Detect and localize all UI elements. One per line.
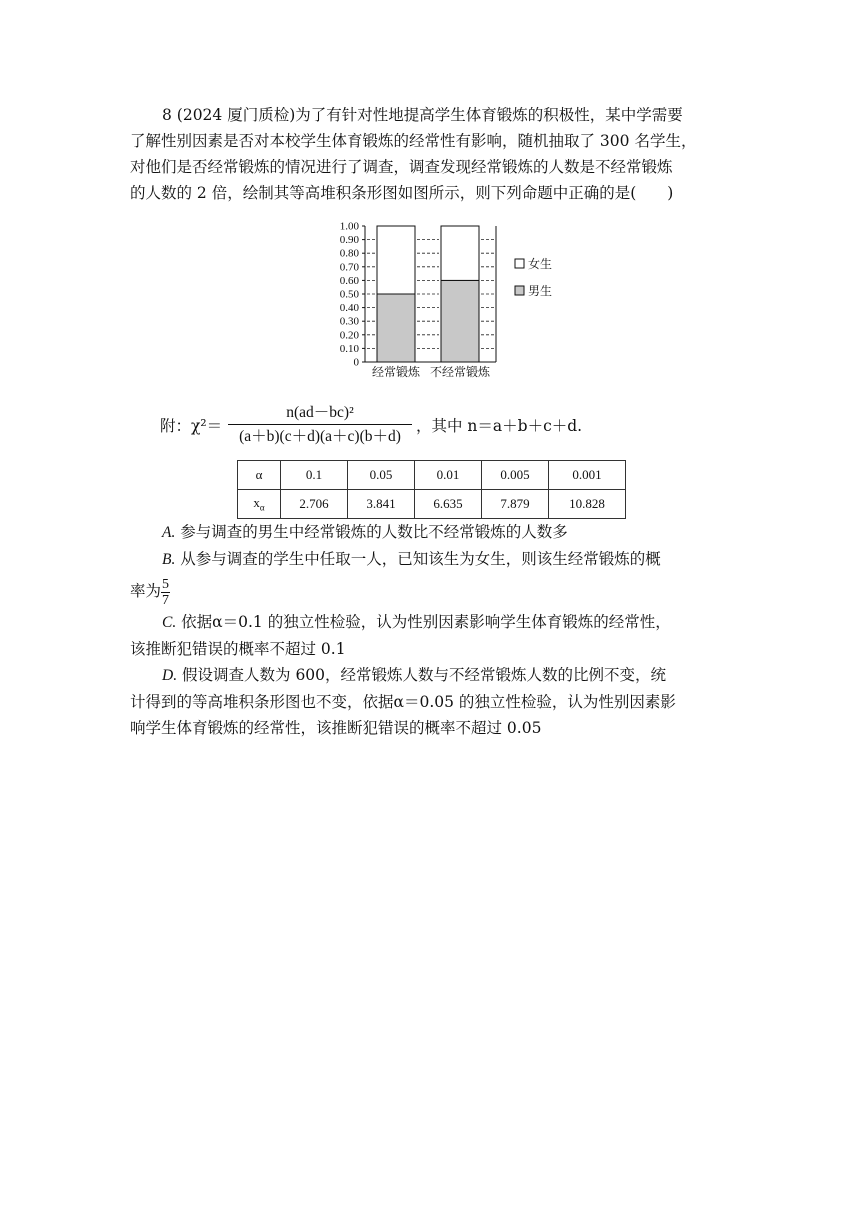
- question-line: 的人数的 2 倍，绘制其等高堆积条形图如图所示，则下列命题中正确的是( ): [130, 184, 674, 202]
- question-line: 了解性别因素是否对本校学生体育锻炼的经常性有影响，随机抽取了 300 名学生，: [130, 132, 697, 150]
- table-cell: 6.635: [415, 490, 482, 519]
- option-a: [130, 519, 732, 546]
- fraction-numerator: 5: [162, 576, 170, 592]
- x-alpha-label: $x_\alpha$: [253, 495, 265, 513]
- category-label: 经常锻炼: [371, 365, 421, 379]
- table-cell: 0.05: [348, 461, 415, 490]
- option-d-continued: 计得到的等高堆积条形图也不变，依据α＝0.05 的独立性检验，认为性别因素影: [130, 693, 676, 711]
- formula-suffix: ，其中 n＝a＋b＋c＋d.: [416, 417, 583, 435]
- table-cell: 0.01: [415, 461, 482, 490]
- table-cell: 0.005: [482, 461, 549, 490]
- stacked-bar-chart: [325, 218, 565, 386]
- legend-label: 男生: [528, 284, 553, 298]
- table-cell: 10.828: [549, 490, 626, 519]
- y-tick-label: 1.00: [339, 220, 359, 233]
- bar-male-2: [441, 280, 479, 362]
- y-tick-label: 0: [353, 356, 359, 369]
- option-letter: C.: [162, 614, 177, 631]
- question-line: 对他们是否经常锻炼的情况进行了调查，调查发现经常锻炼的人数是不经常锻炼: [130, 158, 673, 176]
- category-label: 不经常锻炼: [429, 365, 491, 379]
- legend-swatch: [515, 286, 524, 295]
- formula-prefix: 附：χ²＝: [160, 417, 223, 435]
- option-b: [130, 546, 732, 573]
- option-text: 依据α＝0.1 的独立性检验，认为性别因素影响学生体育锻炼的经常性，: [181, 613, 671, 631]
- table-cell: [238, 490, 281, 519]
- y-tick-label: 0.80: [339, 247, 359, 260]
- legend-label: 女生: [528, 257, 553, 271]
- option-d: [130, 662, 732, 689]
- table-cell: 0.1: [281, 461, 348, 490]
- y-tick-label: 0.70: [339, 261, 359, 274]
- option-text: 从参与调查的学生中任取一人，已知该生为女生，则该生经常锻炼的概: [180, 550, 661, 568]
- option-b-continued: [130, 573, 732, 609]
- legend-swatch: [515, 259, 524, 268]
- critical-value-table: [237, 460, 626, 519]
- options: [130, 519, 732, 741]
- option-c-continued: 该推断犯错误的概率不超过 0.1: [130, 640, 346, 658]
- formula-fraction: [228, 402, 412, 447]
- question-line: 8 (2024 厦门质检)为了有针对性地提高学生体育锻炼的积极性，某中学需要: [162, 106, 683, 124]
- option-text: 参与调查的男生中经常锻炼的人数比不经常锻炼的人数多: [180, 523, 568, 541]
- table-row: [238, 490, 626, 519]
- option-text: 假设调查人数为 600，经常锻炼人数与不经常锻炼人数的比例不变，统: [182, 666, 667, 684]
- bar-female-2: [441, 226, 479, 280]
- y-tick-label: 0.60: [339, 274, 359, 287]
- option-letter: D.: [162, 667, 178, 684]
- y-tick-label: 0.20: [339, 329, 359, 342]
- option-d-continued: 响学生体育锻炼的经常性，该推断犯错误的概率不超过 0.05: [130, 719, 542, 737]
- option-text: 率为: [130, 582, 162, 600]
- table-cell: 7.879: [482, 490, 549, 519]
- table-cell: α: [238, 461, 281, 490]
- formula-denominator: (a＋b)(c＋d)(a＋c)(b＋d): [239, 428, 401, 445]
- fraction-denominator: 7: [162, 592, 170, 608]
- y-tick-label: 0.90: [339, 234, 359, 247]
- table-cell: 3.841: [348, 490, 415, 519]
- table-cell: 2.706: [281, 490, 348, 519]
- table-cell: 0.001: [549, 461, 626, 490]
- y-tick-label: 0.40: [339, 302, 359, 315]
- bar-female-1: [377, 226, 415, 294]
- formula-numerator: n(ad－bc)²: [286, 404, 354, 421]
- question-text: [130, 102, 732, 206]
- table-row: [238, 461, 626, 490]
- y-tick-label: 0.30: [339, 315, 359, 328]
- option-c: [130, 609, 732, 636]
- option-letter: B.: [162, 551, 176, 568]
- probability-fraction: [161, 577, 170, 608]
- y-tick-label: 0.10: [339, 342, 359, 355]
- bar-male-1: [377, 294, 415, 362]
- y-tick-label: 0.50: [339, 288, 359, 301]
- option-letter: A.: [162, 524, 176, 541]
